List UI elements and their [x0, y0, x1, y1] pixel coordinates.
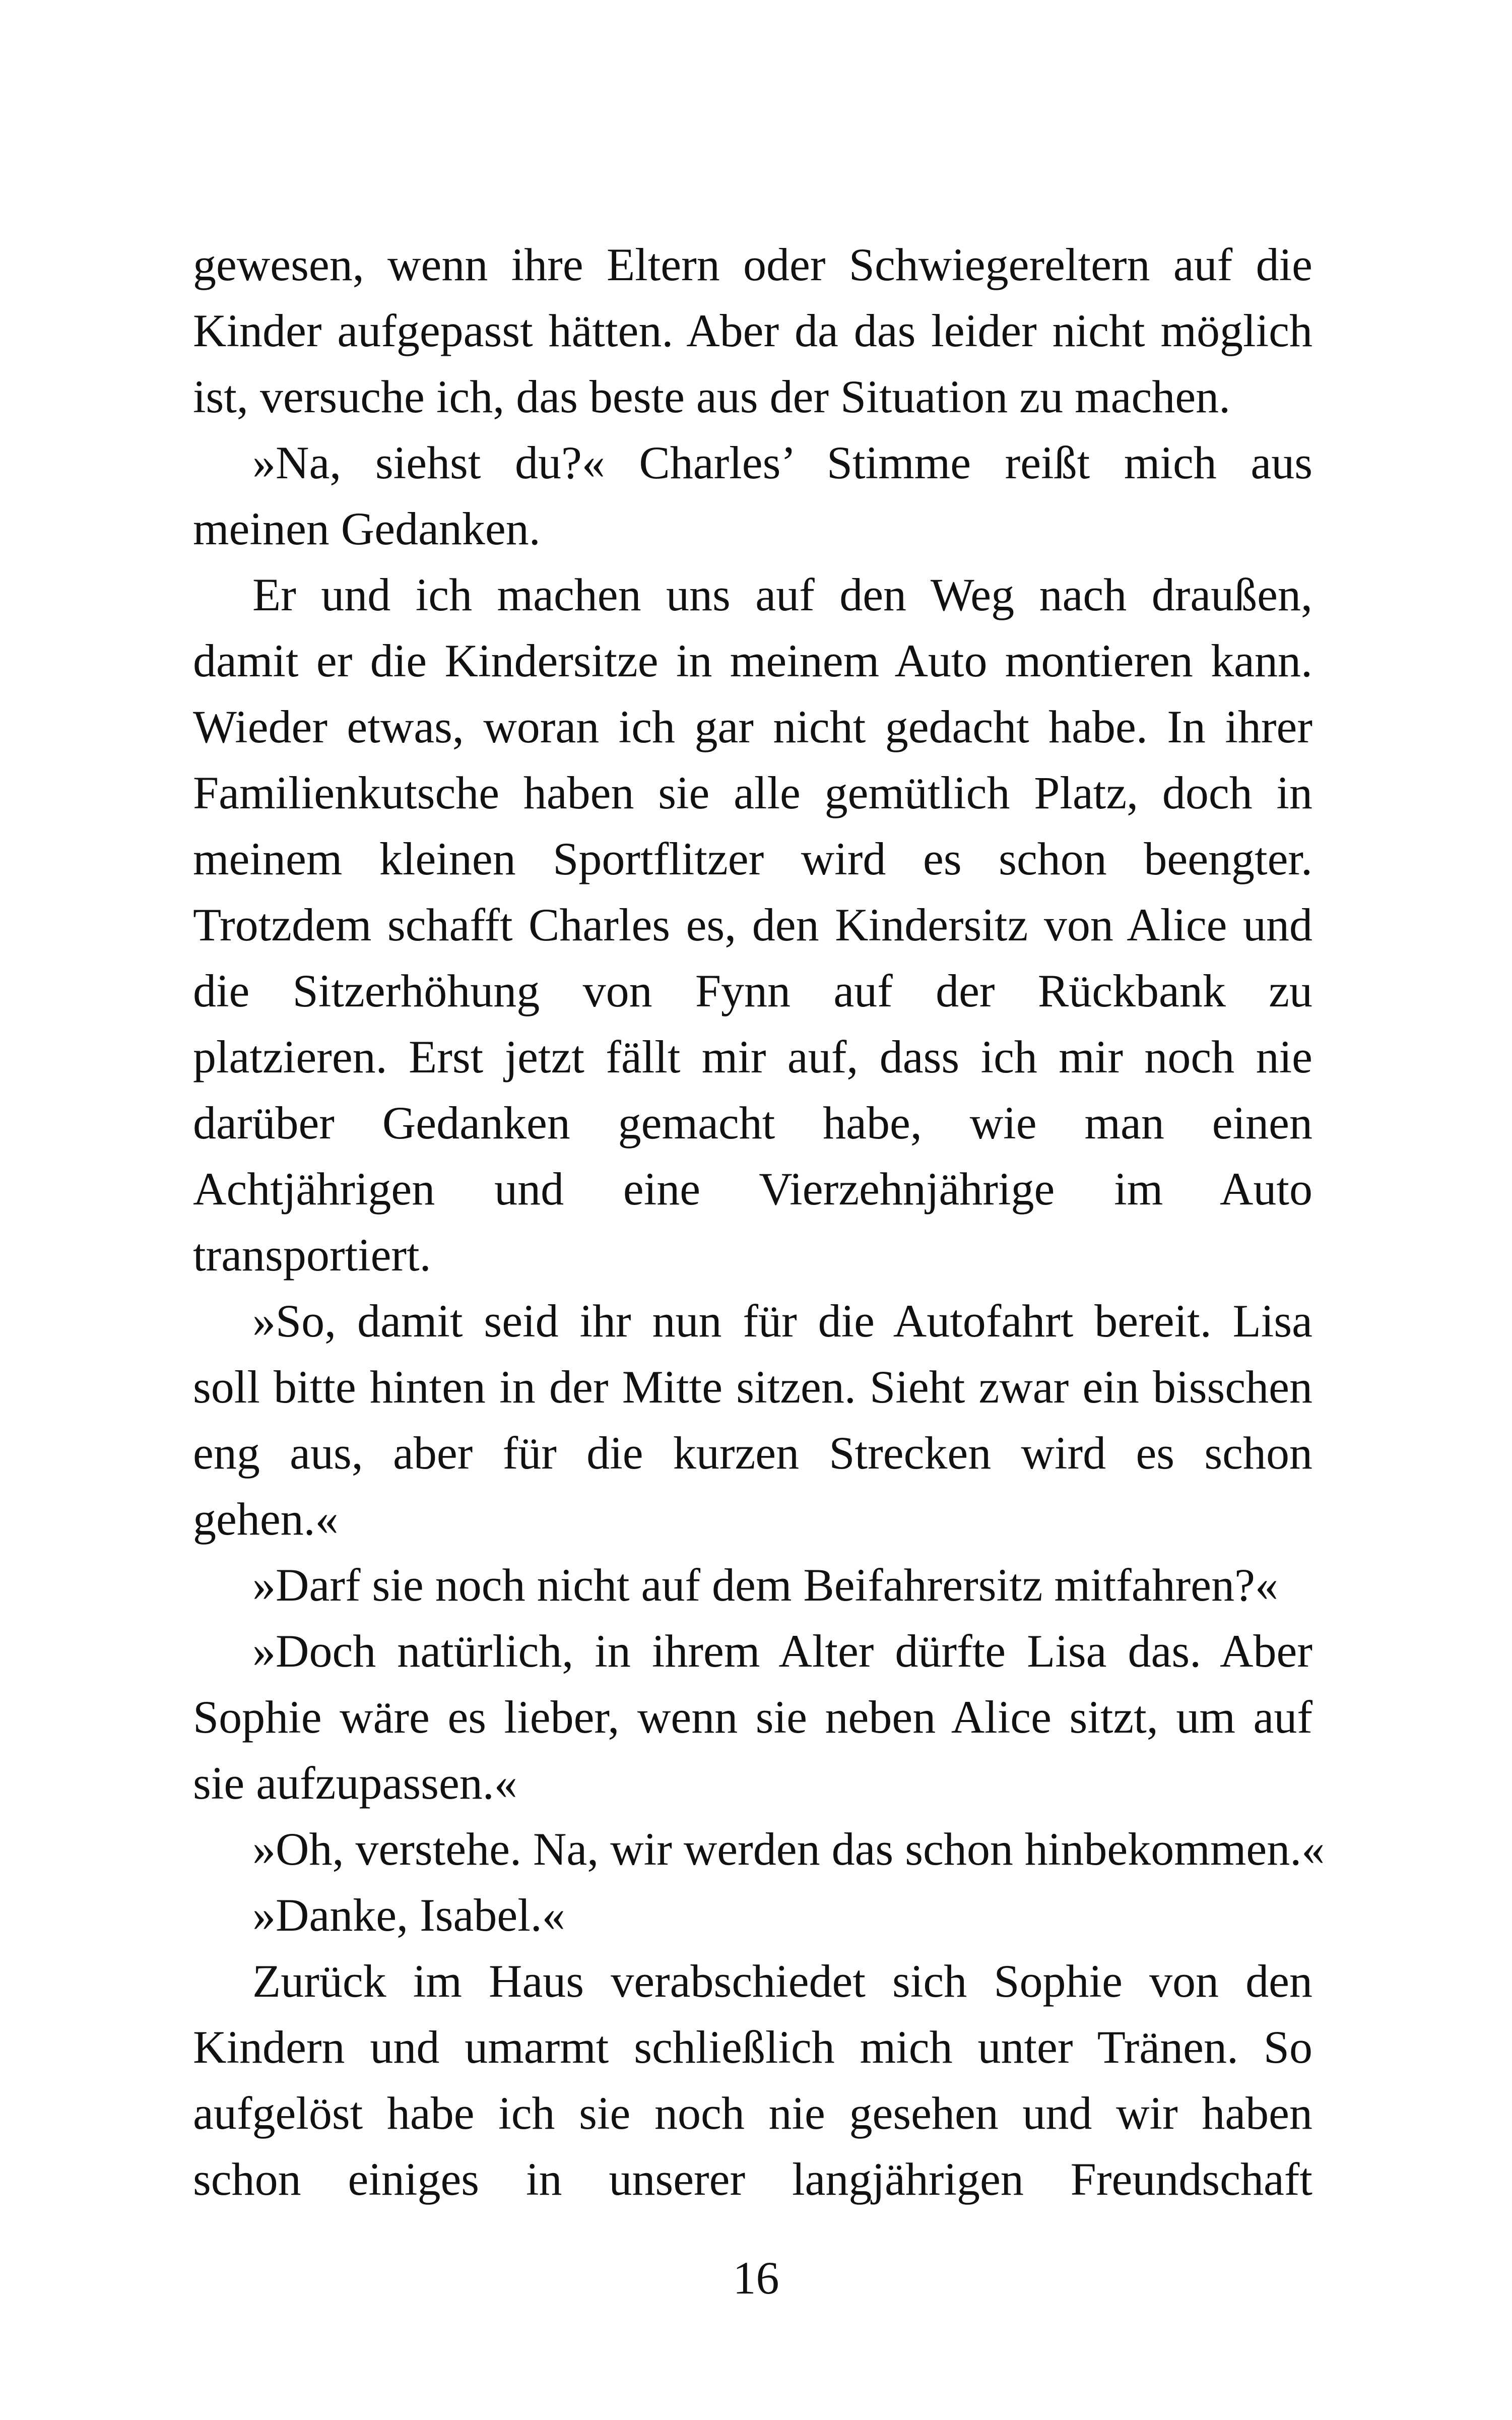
text-line: Trotzdem schafft Charles es, den Kindersitz von Alice und	[193, 899, 1312, 950]
body-text	[193, 232, 1325, 2212]
text-line: Achtjährigen und eine Vierzehnjährige im Auto	[193, 1163, 1312, 1215]
text-line: Sophie wäre es lieber, wenn sie neben Alice sitzt, um auf	[193, 1691, 1312, 1743]
text-line: schon einiges in unserer langjährigen Freundschaft	[193, 2153, 1312, 2205]
text-line: Zurück im Haus verabschiedet sich Sophie von den	[252, 1955, 1312, 2007]
text-line: »Na, siehst du?« Charles’ Stimme reißt mich aus	[252, 437, 1312, 488]
text-line: darüber Gedanken gemacht habe, wie man einen	[193, 1097, 1312, 1149]
text-line: transportiert.	[193, 1229, 431, 1281]
text-line: die Sitzerhöhung von Fynn auf der Rückbank zu	[193, 965, 1312, 1016]
text-line: meinem kleinen Sportflitzer wird es schon beengter.	[193, 833, 1312, 884]
text-line: »Darf sie noch nicht auf dem Beifahrersitz mitfahren?«	[252, 1559, 1278, 1611]
text-line: sie aufzupassen.«	[193, 1757, 517, 1809]
text-line: eng aus, aber für die kurzen Strecken wird es schon	[193, 1427, 1312, 1479]
text-line: platzieren. Erst jetzt fällt mir auf, dass ich mir noch nie	[193, 1031, 1312, 1082]
text-line: Familienkutsche haben sie alle gemütlich Platz, doch in	[193, 767, 1312, 818]
text-line: »Doch natürlich, in ihrem Alter dürfte Lisa das. Aber	[252, 1625, 1312, 1677]
text-line: soll bitte hinten in der Mitte sitzen. Sieht zwar ein bisschen	[193, 1361, 1312, 1413]
text-line: meinen Gedanken.	[193, 503, 541, 554]
text-line: »Oh, verstehe. Na, wir werden das schon hinbekommen.«	[252, 1823, 1325, 1875]
text-line: gehen.«	[193, 1493, 339, 1545]
text-line: gewesen, wenn ihre Eltern oder Schwiegereltern auf die	[193, 239, 1312, 290]
text-line: »So, damit seid ihr nun für die Autofahrt bereit. Lisa	[252, 1295, 1312, 1347]
text-line: ist, versuche ich, das beste aus der Situation zu machen.	[193, 371, 1231, 422]
page-number: 16	[733, 2252, 779, 2304]
text-line: Kindern und umarmt schließlich mich unter Tränen. So	[193, 2021, 1312, 2073]
text-line: Wieder etwas, woran ich gar nicht gedacht habe. In ihrer	[193, 701, 1312, 752]
text-line: »Danke, Isabel.«	[252, 1889, 565, 1941]
text-line: Er und ich machen uns auf den Weg nach draußen,	[252, 569, 1312, 620]
text-line: Kinder aufgepasst hätten. Aber da das leider nicht möglich	[193, 305, 1312, 356]
text-line: aufgelöst habe ich sie noch nie gesehen und wir haben	[193, 2087, 1312, 2139]
text-line: damit er die Kindersitze in meinem Auto montieren kann.	[193, 635, 1312, 686]
